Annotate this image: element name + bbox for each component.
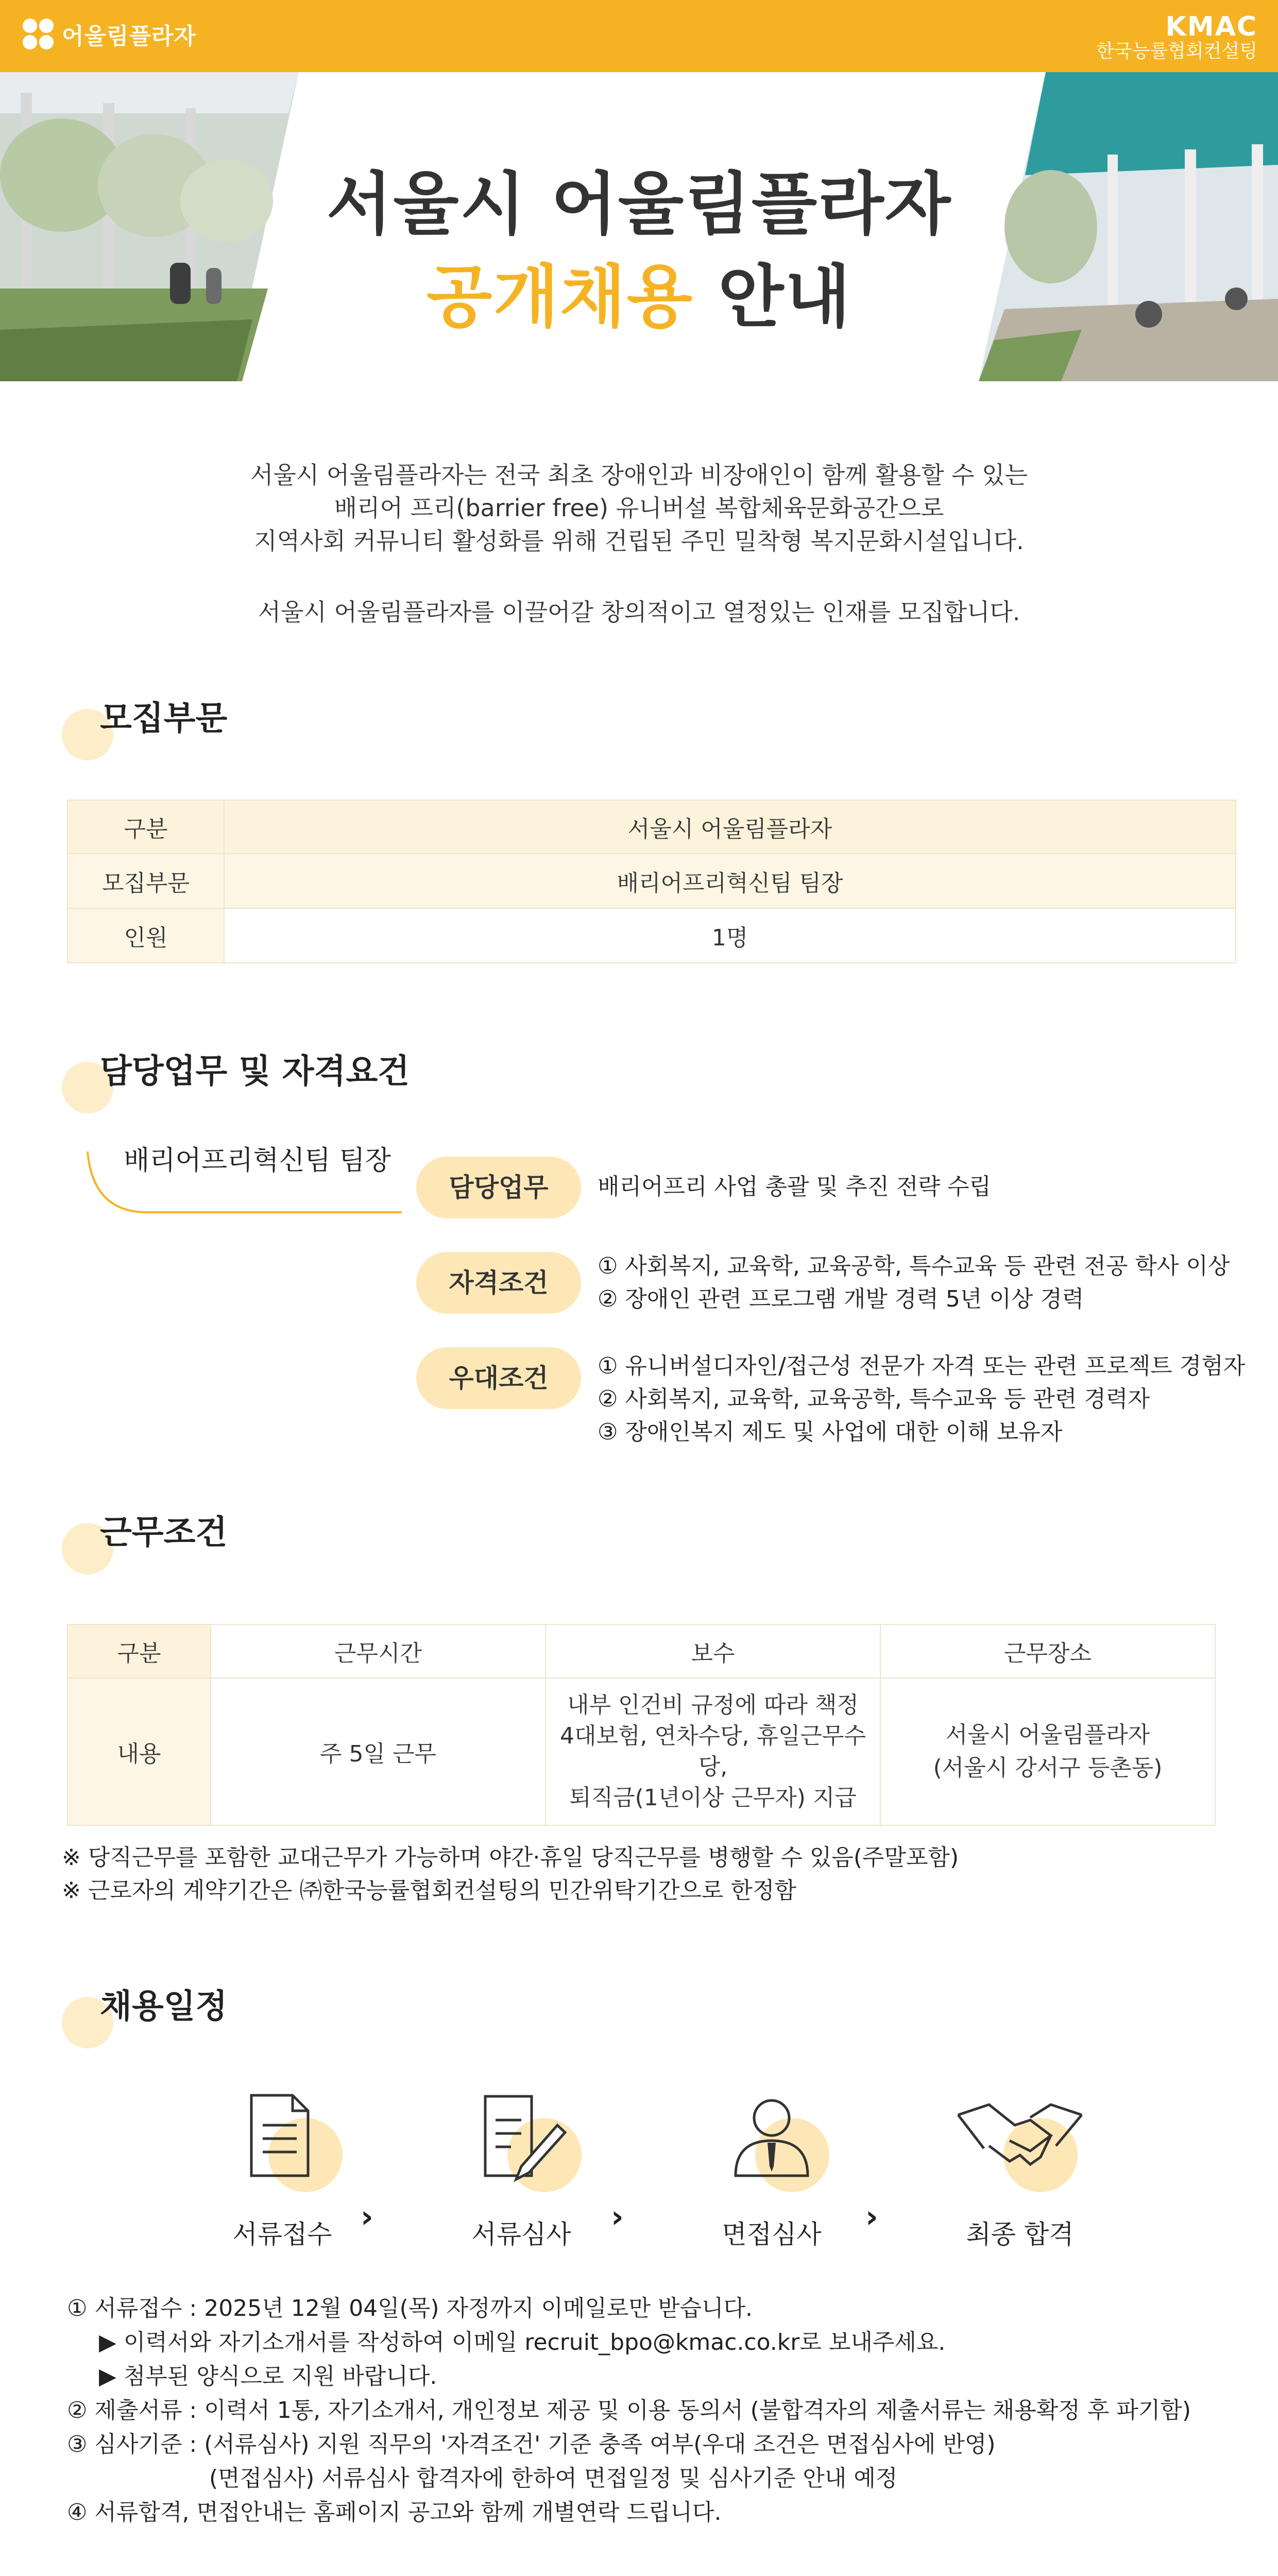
chevron-right-icon: › — [611, 2199, 624, 2235]
step-label: 면접심사 — [722, 2219, 822, 2249]
detail-line: ④ 서류합격, 면접안내는 홈페이지 공고와 함께 개별연락 드립니다. — [67, 2499, 722, 2526]
detail-line: ② 제출서류 : 이력서 1통, 자기소개서, 개인정보 제공 및 이용 동의서 (불합격자의 제출서류는 채용확정 후 파기함) — [67, 2397, 1191, 2424]
logo-mark-icon — [23, 19, 56, 49]
note-line: ※ 당직근무를 포함한 교대근무가 가능하며 야간·휴일 당직근무를 병행할 수 있음(주말포함) — [62, 1844, 959, 1871]
logo-text: 어울림플라자 — [62, 23, 197, 49]
step-interview — [679, 2089, 864, 2251]
intro-line: 서울시 어울림플라자를 이끌어갈 창의적이고 열정있는 인재를 모집합니다. — [258, 598, 1020, 626]
duty-line: 배리어프리 사업 총괄 및 추진 전략 수립 — [598, 1174, 991, 1200]
detail-line: ▶ 첨부된 양식으로 지원 바랍니다. — [99, 2363, 437, 2389]
detail-line: ▶ 이력서와 자기소개서를 작성하여 이메일 recruit_bpo@kmac.co.kr로 보내주세요. — [99, 2329, 946, 2355]
table-row — [67, 1678, 1215, 1825]
section-title: 근무조건 — [100, 1514, 228, 1552]
table-cell-label: 구분 — [67, 800, 224, 854]
qualification-label-pill: 자격조건 — [416, 1252, 581, 1314]
hero-subtitle — [0, 242, 1278, 340]
eoulim-logo[interactable] — [23, 18, 196, 50]
step-label: 서류심사 — [471, 2219, 571, 2249]
interviewer-icon — [705, 2089, 839, 2192]
section-title: 모집부문 — [100, 700, 228, 738]
note-line: ※ 근로자의 계약기간은 ㈜한국능률협회컨설팅의 민간위탁기간으로 한정함 — [62, 1877, 796, 1904]
pay-line: 4대보험, 연차수당, 휴일근무수당, — [560, 1723, 866, 1780]
table-cell-value: 1명 — [224, 908, 1236, 963]
preference-label-pill: 우대조건 — [416, 1347, 581, 1409]
work-hours-cell: 주 5일 근무 — [211, 1678, 546, 1825]
qualification-text — [598, 1250, 1230, 1316]
preference-line: ② 사회복지, 교육학, 교육공학, 특수교육 등 관련 경력자 — [598, 1386, 1150, 1412]
kmac-subtitle: 한국능률협회컨설팅 — [1096, 41, 1257, 62]
intro-line: 배리어 프리(barrier free) 유니버설 복합체육문화공간으로 — [334, 494, 944, 522]
conditions-table — [67, 1624, 1216, 1826]
step-label: 최종 합격 — [966, 2219, 1074, 2249]
document-icon — [215, 2089, 349, 2192]
pay-line: 퇴직금(1년이상 근무자) 지급 — [569, 1785, 857, 1811]
step-label: 서류접수 — [232, 2219, 332, 2249]
schedule-details — [67, 2292, 1191, 2530]
table-cell-label: 모집부문 — [67, 854, 224, 908]
pay-line: 내부 인건비 규정에 따라 책정 — [567, 1692, 859, 1718]
chevron-right-icon: › — [361, 2199, 373, 2235]
conditions-notes — [62, 1841, 959, 1907]
table-row — [67, 854, 1236, 908]
section-title: 담당업무 및 자격요건 — [100, 1053, 410, 1091]
qualification-line: ② 장애인 관련 프로그램 개발 경력 5년 이상 경력 — [598, 1286, 1084, 1312]
kmac-name: KMAC — [1165, 11, 1257, 42]
table-row — [67, 800, 1236, 854]
intro-line: 서울시 어울림플라자는 전국 최초 장애인과 비장애인이 함께 활용할 수 있는 — [250, 461, 1028, 489]
recruit-table — [67, 800, 1236, 963]
pay-cell — [546, 1678, 880, 1825]
preference-line: ③ 장애인복지 제도 및 사업에 대한 이해 보유자 — [598, 1419, 1063, 1445]
detail-line: ① 서류접수 : 2025년 12월 04일(목) 자정까지 이메일로만 받습니다. — [67, 2295, 753, 2321]
table-row-label: 내용 — [67, 1678, 211, 1825]
handshake-icon — [953, 2089, 1087, 2192]
table-header-row — [67, 1624, 1215, 1678]
document-review-icon — [454, 2089, 588, 2192]
duty-label-pill: 담당업무 — [416, 1157, 581, 1218]
workplace-line: (서울시 강서구 등촌동) — [933, 1755, 1163, 1781]
table-cell-value: 배리어프리혁신팀 팀장 — [224, 854, 1236, 908]
intro-line: 지역사회 커뮤니티 활성화를 위해 건립된 주민 밀착형 복지문화시설입니다. — [254, 527, 1024, 555]
section-title: 채용일정 — [100, 1988, 228, 2026]
hero-rest-text: 안내 — [693, 258, 852, 337]
workplace-cell — [880, 1678, 1215, 1825]
qualification-line: ① 사회복지, 교육학, 교육공학, 특수교육 등 관련 전공 학사 이상 — [598, 1253, 1230, 1279]
table-cell-label: 인원 — [67, 908, 224, 963]
table-row — [67, 908, 1236, 963]
top-banner — [0, 0, 1278, 72]
table-header-cell: 구분 — [67, 1624, 211, 1678]
table-header-cell: 근무시간 — [211, 1624, 546, 1678]
duty-text — [598, 1171, 991, 1204]
hero-title: 서울시 어울림플라자 — [326, 165, 952, 244]
preference-text — [598, 1350, 1245, 1449]
hero-accent-text: 공개채용 — [426, 258, 694, 337]
hero-banner — [0, 72, 1278, 381]
team-name: 배리어프리혁신팀 팀장 — [124, 1145, 391, 1176]
workplace-line: 서울시 어울림플라자 — [945, 1722, 1150, 1748]
step-document-submission — [190, 2089, 375, 2251]
table-header-cell: 근무장소 — [880, 1624, 1215, 1678]
chevron-right-icon: › — [865, 2199, 878, 2235]
step-final-pass — [927, 2089, 1113, 2251]
kmac-logo[interactable] — [1096, 12, 1257, 62]
table-header-cell: 보수 — [546, 1624, 880, 1678]
detail-line: ③ 심사기준 : (서류심사) 지원 직무의 '자격조건' 기준 충족 여부(우대 조건은 면접심사에 반영) — [67, 2431, 996, 2458]
detail-line: (면접심사) 서류심사 합격자에 한하여 면접일정 및 심사기준 안내 예정 — [209, 2465, 898, 2492]
step-document-review — [429, 2089, 614, 2251]
intro-text — [0, 459, 1278, 629]
table-cell-value: 서울시 어울림플라자 — [224, 800, 1236, 854]
preference-line: ① 유니버설디자인/접근성 전문가 자격 또는 관련 프로젝트 경험자 — [598, 1353, 1246, 1379]
